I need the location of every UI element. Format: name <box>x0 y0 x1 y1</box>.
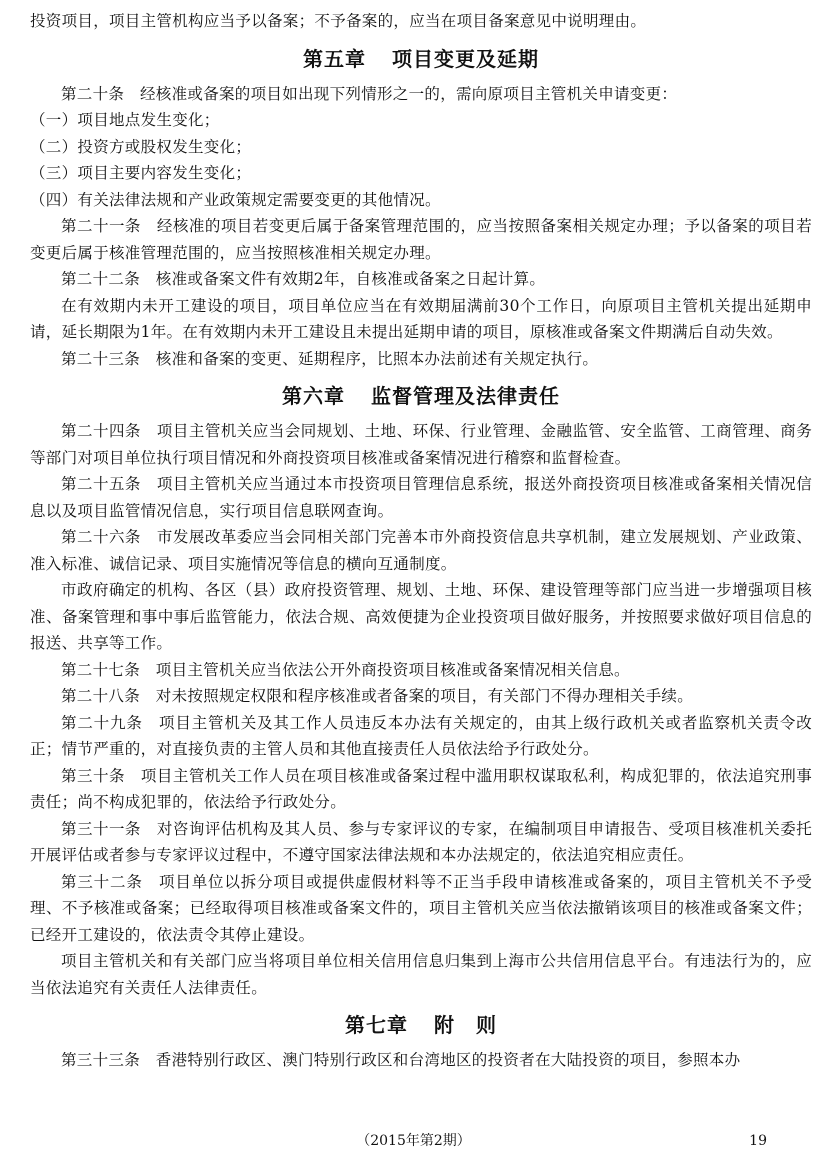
chapter-number: 第五章 <box>303 46 366 71</box>
article-20-item-2: （二）投资方或股权发生变化； <box>30 137 252 156</box>
article-20-item-1: （一）项目地点发生变化； <box>30 111 220 129</box>
chapter-number: 第六章 <box>282 384 345 408</box>
page-number: 19 <box>749 1133 767 1149</box>
article-26-paragraph-2: 市政府确定的机构、各区（县）政府投资管理、规划、土地、环保、建设管理等部门应当进一步增强项目核准、备案管理和事中事后监管能力，依法合规、高效便捷为企业投资项目做好服务，并按照要求做好项目信息的报送、共享等工作。 <box>30 581 812 652</box>
article-32: 第三十二条 项目单位以拆分项目或提供虚假材料等不正当手段申请核准或备案的，项目主管机关不予受理、不予核准或备案；已经取得项目核准或备案文件的，项目主管机关应当依法撤销该项目的核准或备案文件；已经开工建设的，依法责令其停止建设。 <box>30 872 812 944</box>
article-30: 第三十条 项目主管机关工作人员在项目核准或备案过程中滥用职权谋取私利，构成犯罪的，依法追究刑事责任；尚不构成犯罪的，依法给予行政处分。 <box>30 766 812 811</box>
article-22: 第二十二条 核准或备案文件有效期2年，自核准或备案之日起计算。 <box>61 270 546 288</box>
chapter-number: 第七章 <box>345 1013 408 1037</box>
page-footer <box>0 1128 827 1154</box>
article-26: 第二十六条 市发展改革委应当会同相关部门完善本市外商投资信息共享机制，建立发展规划、产业政策、准入标准、诚信记录、项目实施情况等信息的横向互通制度。 <box>30 528 812 573</box>
chapter-title: 监督管理及法律责任 <box>371 384 560 408</box>
chapter-5-heading <box>30 43 812 75</box>
article-27: 第二十七条 项目主管机关应当依法公开外商投资项目核准或备案情况相关信息。 <box>61 660 630 679</box>
article-28: 第二十八条 对未按照规定权限和程序核准或者备案的项目，有关部门不得办理相关手续。 <box>61 687 694 705</box>
article-25: 第二十五条 项目主管机关应当通过本市投资项目管理信息系统，报送外商投资项目核准或备案相关情况信息以及项目监管情况信息，实行项目信息联网查询。 <box>30 475 812 520</box>
chapter-6-heading <box>30 380 812 412</box>
chapter-7-heading <box>30 1009 812 1041</box>
article-23: 第二十三条 核准和备案的变更、延期程序，比照本办法前述有关规定执行。 <box>61 349 599 368</box>
article-21: 第二十一条 经核准的项目若变更后属于备案管理范围的，应当按照备案相关规定办理；予以备案的项目若变更后属于核准管理范围的，应当按照核准相关规定办理。 <box>30 217 812 262</box>
article-31: 第三十一条 对咨询评估机构及其人员、参与专家评议的专家，在编制项目申请报告、受项目核准机关委托开展评估或者参与专家评议过程中，不遵守国家法律法规和本办法规定的，依法追究相应责任。 <box>30 819 812 864</box>
article-body <box>30 8 812 1074</box>
chapter-title: 附 则 <box>434 1013 497 1037</box>
article-20-item-3: （三）项目主要内容发生变化； <box>30 164 252 182</box>
issue-label: （2015年第2期） <box>356 1133 471 1149</box>
chapter-title: 项目变更及延期 <box>392 46 539 71</box>
article-20: 第二十条 经核准或备案的项目如出现下列情形之一的，需向原项目主管机关申请变更： <box>61 84 678 103</box>
article-33: 第三十三条 香港特别行政区、澳门特别行政区和台湾地区的投资者在大陆投资的项目，参照本办 <box>61 1051 741 1069</box>
article-29: 第二十九条 项目主管机关及其工作人员违反本办法有关规定的，由其上级行政机关或者监察机关责令改正；情节严重的，对直接负责的主管人员和其他直接责任人员依法给予行政处分。 <box>30 713 812 758</box>
continued-paragraph: 投资项目，项目主管机构应当予以备案；不予备案的，应当在项目备案意见中说明理由。 <box>30 12 647 30</box>
article-32-paragraph-2: 项目主管机关和有关部门应当将项目单位相关信用信息归集到上海市公共信用信息平台。有违法行为的，应当依法追究有关责任人法律责任。 <box>30 952 812 997</box>
article-20-item-4: （四）有关法律法规和产业政策规定需要变更的其他情况。 <box>30 190 441 209</box>
article-24: 第二十四条 项目主管机关应当会同规划、土地、环保、行业管理、金融监管、安全监管、工商管理、商务等部门对项目单位执行项目情况和外商投资项目核准或备案情况进行稽察和监督检查。 <box>30 422 812 467</box>
article-22-paragraph-2: 在有效期内未开工建设的项目，项目单位应当在有效期届满前30个工作日，向原项目主管机关提出延期申请，延长期限为1年。在有效期内未开工建设且未提出延期申请的项目，原核准或备案文件期满后自动失效。 <box>30 296 812 341</box>
